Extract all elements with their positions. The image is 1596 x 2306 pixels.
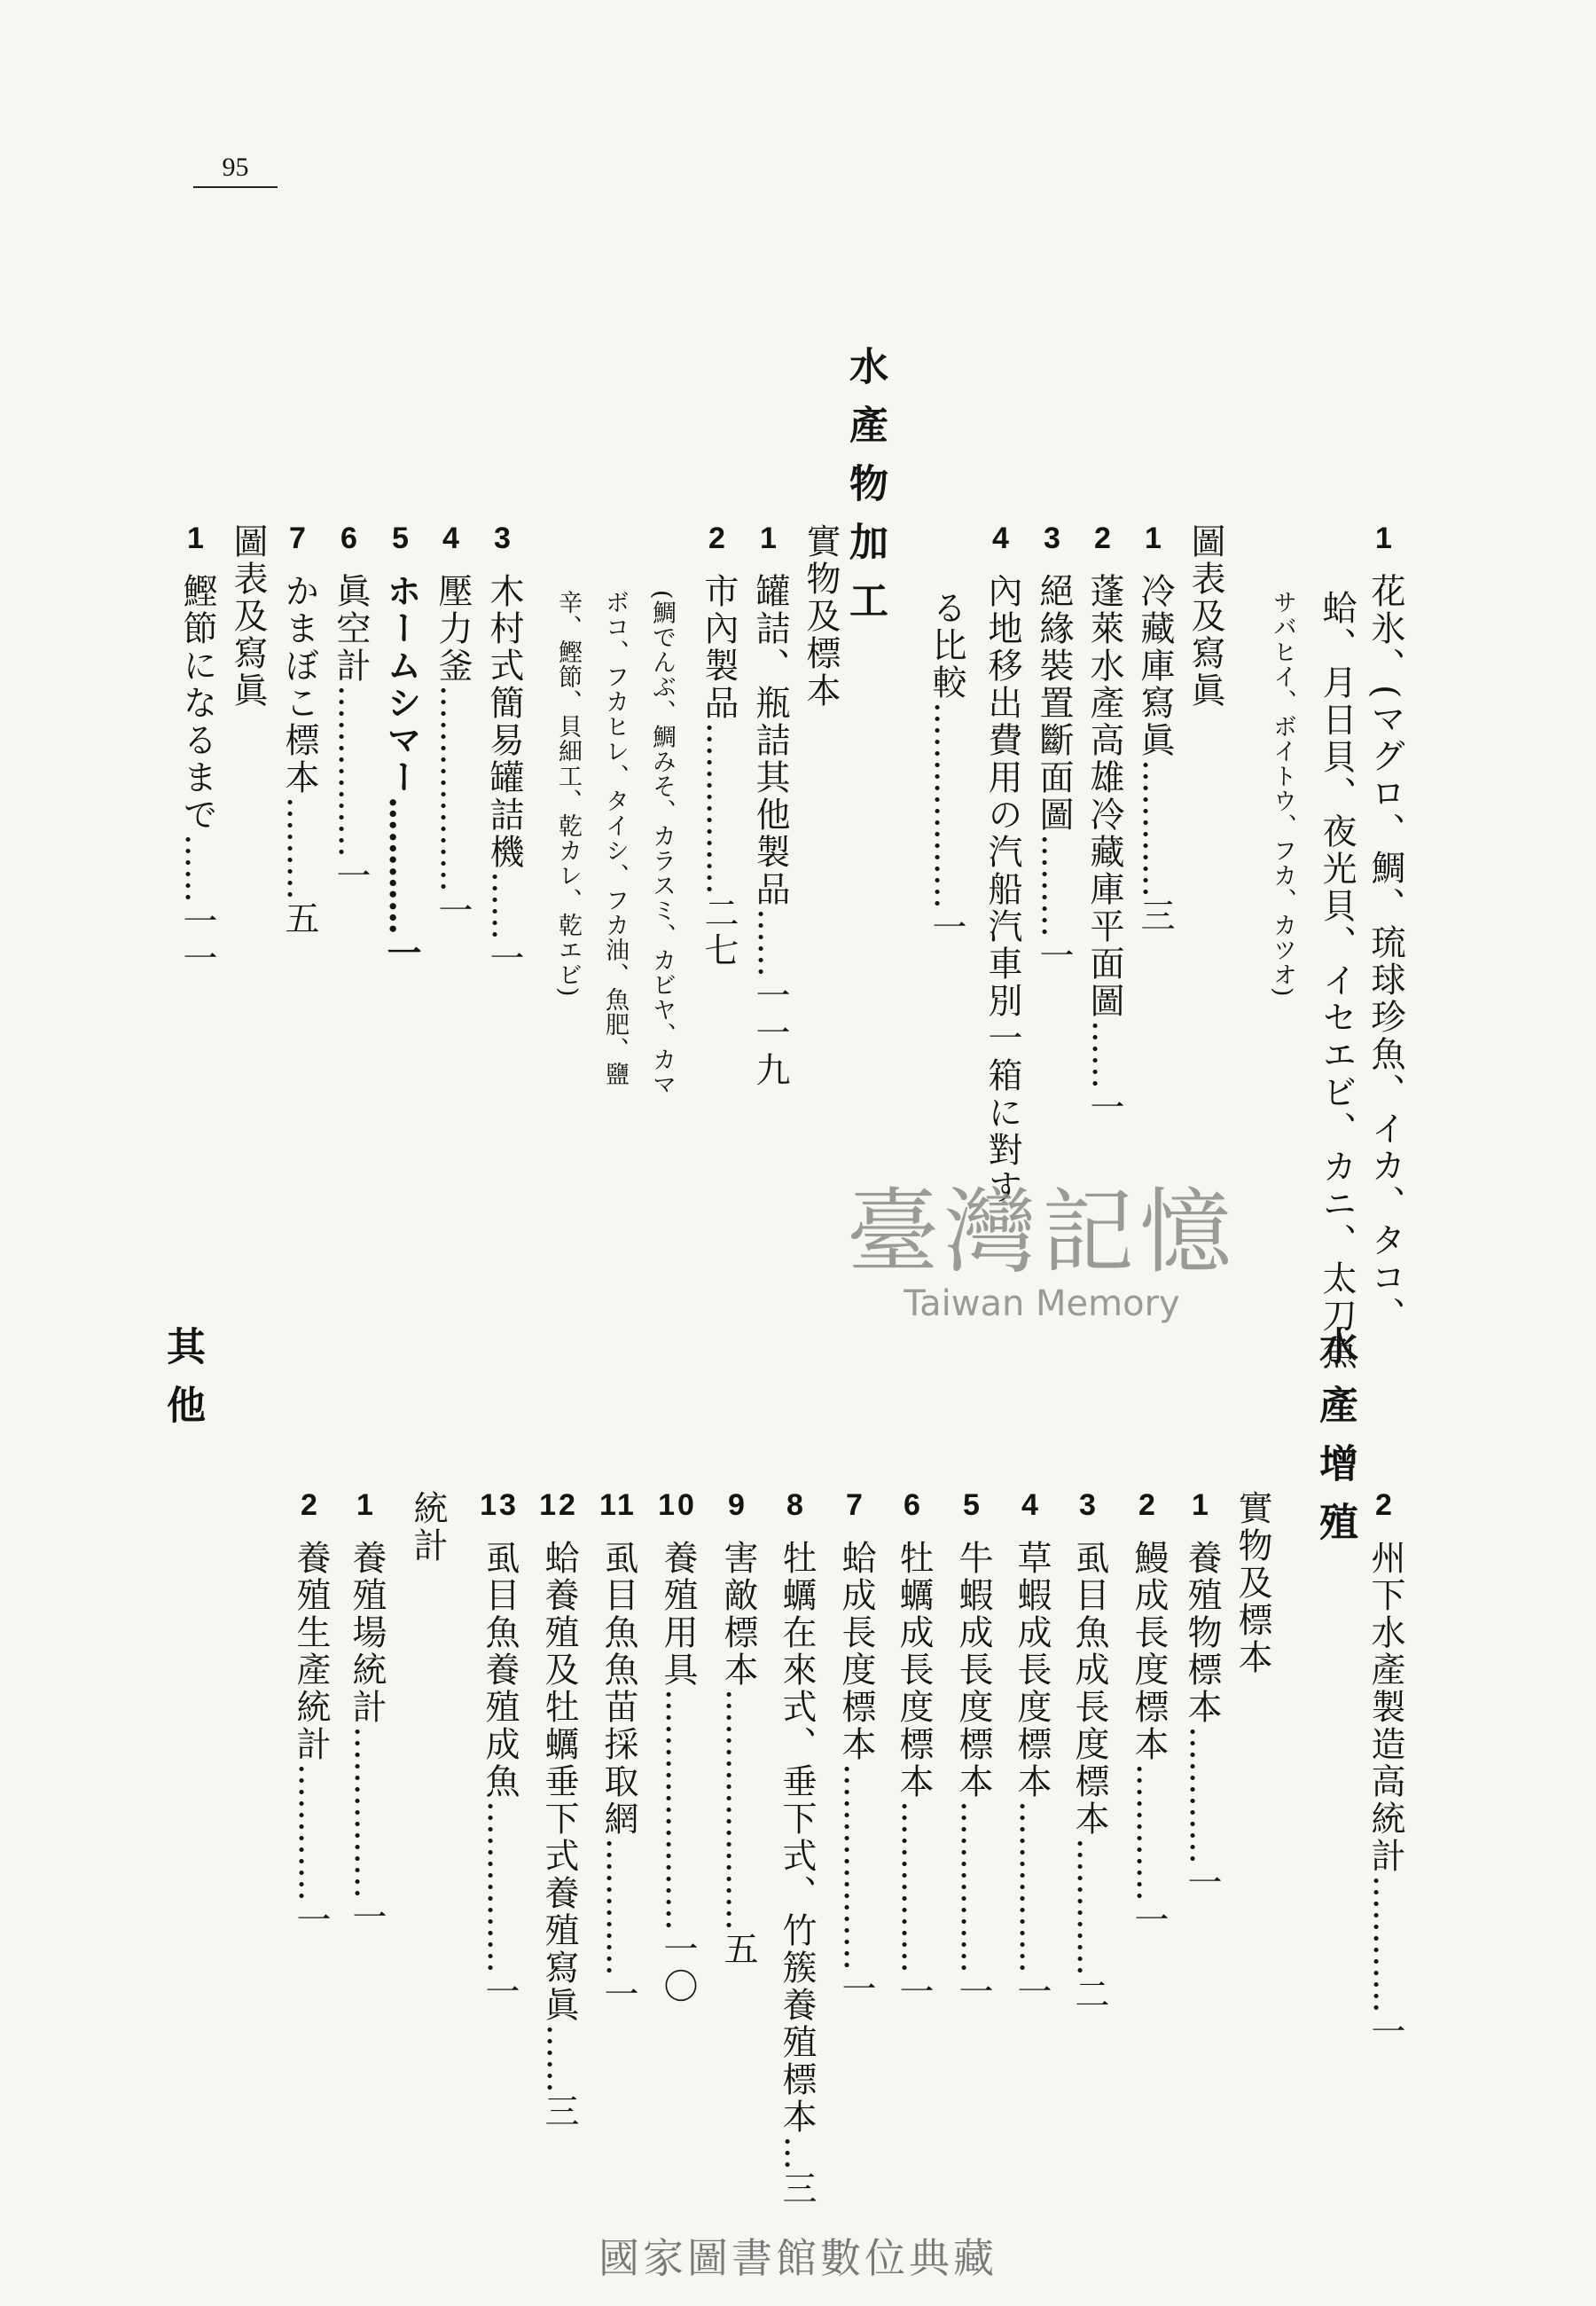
toc-entry-title: 其他 [160,1326,205,1443]
toc-entry [279,523,318,937]
toc-entry-title: 養殖物標本 [1182,1540,1222,1726]
toc-entry [836,1490,875,2008]
toc-entry-page: 一 [836,1971,876,2008]
toc-entry-leader: … [777,2136,817,2170]
toc-entry [1129,1490,1168,1939]
toc-entry-page: 三 [1135,898,1175,935]
toc-entry-title: 蛤養殖及牡蠣垂下式養殖寫眞 [539,1540,579,2024]
toc-entry [160,1326,205,1443]
toc-entry [1312,1326,1357,1560]
watermark [802,1157,1281,1324]
toc-entry-number: 11 [599,1488,637,1522]
toc-entry-title: 虱目魚魚苗採取網 [598,1540,638,1838]
toc-entry [929,590,964,946]
toc-entry [177,523,216,977]
toc-entry-page: 一 [598,1976,638,2013]
toc-entry [894,1490,933,2011]
toc-entry-title: 實物及標本 [801,523,841,710]
toc-entry-title: 蛤成長度標本 [836,1540,876,1763]
toc-entry-number: 2 [1138,1488,1158,1522]
toc-entry-number: 9 [728,1488,747,1522]
toc-entry-leader: ……… [1034,834,1074,937]
toc-entry-title: 牛蝦成長度標本 [953,1540,993,1800]
toc-entry-title: 養殖生產統計 [291,1540,331,1763]
toc-entry-title: 蛤、月日貝、夜光貝、イセエビ、カニ、太刀魚 [1317,590,1357,1372]
toc-entry-page: 一 [1084,1089,1124,1126]
toc-entry [982,523,1021,1206]
toc-entry-number: 2 [301,1488,320,1522]
toc-entry-title: 蓬萊水產高雄冷藏庫平面圖 [1084,573,1124,1020]
toc-entry-leader: ………………… [658,1689,698,1931]
toc-entry-number: 13 [480,1488,519,1522]
toc-entry-number: 2 [1094,522,1114,555]
toc-entry-number: 1 [1375,522,1395,555]
toc-entry [433,523,472,929]
toc-entry [1365,523,1404,1334]
toc-entry [1034,523,1073,975]
toc-entry-title: 鰹節になるまで [177,573,217,834]
toc-entry-leader: …… [177,834,217,903]
toc-entry [291,1490,330,1939]
toc-entry [331,523,370,895]
toc-entry-leader: ……… [279,796,319,900]
toc-entry-title: 市內製品 [699,573,739,722]
toc-entry-page: 一 [927,909,966,946]
toc-entry-leader: …… [539,2024,579,2093]
toc-entry-number: 2 [1375,1488,1395,1522]
toc-entry-leader: ………… [1129,1763,1169,1902]
toc-entry-page: 一一 [177,903,217,977]
toc-entry [750,523,789,1089]
toc-entry-title: かまぼこ標本 [279,573,319,796]
watermark-chinese: 臺灣記憶 [846,1178,1237,1286]
page-number: 95 [193,153,278,188]
toc-entry-page: 一 [291,1902,331,1939]
toc-entry-number: 4 [992,522,1012,555]
toc-entry-leader: …… [750,908,790,977]
toc-entry-number: 5 [392,522,411,555]
toc-entry-leader: …………… [953,1800,993,1973]
toc-entry-title: 統計 [408,1490,448,1565]
toc-entry-leader: ………… [1069,1838,1109,1976]
toc-entry-title: 草蝦成長度標本 [1012,1540,1052,1800]
toc-entry-page: 一 [381,935,422,972]
toc-entry-page: 一 [1182,1864,1222,1902]
toc-entry-leader: ……………… [927,702,966,909]
toc-entry-page: 一 [433,892,473,929]
toc-entry-number: 6 [904,1488,923,1522]
toc-entry-title: 虱目魚成長度標本 [1069,1540,1109,1838]
toc-entry-page: 一 [484,940,524,977]
toc-entry-page: 一 [480,1973,520,2011]
toc-entry-page: 一 [1012,1973,1052,2011]
toc-entry-title: (鯛でんぶ、鯛みそ、カラスミ、カビヤ、カマ [648,590,676,1097]
toc-entry-title: 眞空計 [331,573,371,685]
toc-entry-page: 一 [331,858,371,895]
toc-entry-leader: …………… [1012,1800,1052,1973]
toc-entry [598,1490,638,2013]
toc-entry-title: 養殖用具 [658,1540,698,1689]
toc-entry-number: 1 [1145,522,1164,555]
toc-entry-title: 花氷、(マグロ、鯛、琉球珍魚、イカ、タコ、 [1365,573,1405,1335]
toc-entry-title: ボコ、フカヒレ、タイシ、フカ油、魚肥、鹽 [601,590,629,1086]
toc-entry-title: 州下水產製造高統計 [1365,1540,1405,1875]
toc-entry-title: 壓力釜 [433,573,473,685]
toc-entry-page: 一〇 [658,1931,698,2005]
toc-entry [347,1490,386,1936]
toc-entry-leader: ………… [1135,759,1175,898]
toc-entry-leader: ……………… [433,685,473,892]
toc-entry-leader: ………… [1182,1726,1222,1864]
toc-entry-leader: …………… [331,685,371,858]
toc-entry-title: 內地移出費用の汽船汽車別一箱に對す [982,573,1022,1206]
toc-entry [718,1490,757,1968]
toc-entry [539,1490,578,2130]
toc-entry-page: 一 [1034,937,1074,975]
toc-entry [484,523,523,977]
toc-entry-number: 2 [708,522,728,555]
toc-entry-page: 三 [539,2093,579,2130]
toc-entry-number: 1 [760,522,779,555]
toc-entry [1271,590,1295,998]
toc-entry-number: 4 [1021,1488,1041,1522]
toc-entry [603,590,627,1086]
toc-entry-number: 1 [1192,1488,1211,1522]
toc-entry [1365,1490,1404,2051]
toc-entry-number: 5 [963,1488,982,1522]
toc-entry [1012,1490,1051,2011]
toc-entry-leader: …… [1084,1020,1124,1089]
toc-entry [801,523,841,710]
footer-archive-label: 國家圖書館數位典藏 [598,2234,998,2282]
toc-entry-leader: ………… [291,1763,331,1902]
toc-entry-page: 二七 [699,895,739,969]
toc-entry [228,523,268,710]
toc-entry [658,1490,697,2005]
toc-entry-title: 鰻成長度標本 [1129,1540,1169,1763]
toc-entry-leader: ………………… [718,1689,758,1931]
toc-entry [1084,523,1123,1126]
toc-entry-title: 害敵標本 [718,1540,758,1689]
toc-entry-page: 五 [718,1931,758,1968]
toc-entry-number: 8 [786,1488,806,1522]
toc-entry-title: 罐詰、瓶詰其他製品 [750,573,790,908]
toc-entry-leader: …… [484,871,524,940]
toc-entry [1069,1490,1108,2013]
toc-entry [1232,1490,1272,1676]
toc-entry-number: 12 [539,1488,578,1522]
toc-entry-leader: ………… [381,796,422,935]
toc-entry-page: 三 [777,2170,817,2208]
toc-entry [842,346,888,639]
toc-entry-number: 3 [494,522,513,555]
toc-entry-page: 一一九 [750,977,790,1089]
toc-entry [1182,1490,1221,1902]
toc-entry-title: 冷藏庫寫眞 [1135,573,1175,759]
toc-entry-number: 7 [289,522,309,555]
toc-entry-title: サバヒイ、ボイトウ、フカ、カツオ) [1269,590,1296,998]
toc-entry-page: 一 [894,1973,934,2011]
watermark-english: Taiwan Memory [904,1283,1180,1324]
toc-entry-page: 一 [1365,2013,1405,2051]
toc-entry-page: 二 [1069,1976,1109,2013]
toc-entry-title: 水產物加工 [842,346,888,639]
toc-entry [382,523,421,972]
toc-entry-leader: …………… [480,1800,520,1973]
toc-entry-title: 木村式簡易罐詰機 [484,573,524,871]
toc-entry [953,1490,992,2011]
toc-entry-title: 牡蠣在來式、垂下式、竹簇養殖標本 [777,1540,817,2136]
toc-entry-title: 實物及標本 [1232,1490,1272,1676]
toc-entry-number: 1 [356,1488,376,1522]
toc-entry-page: 一 [1129,1902,1169,1939]
toc-entry-title: 圖表及寫眞 [1185,523,1225,710]
toc-entry [480,1490,519,2011]
toc-entry-title: ホームシマー [381,573,422,796]
toc-entry-page: 一 [953,1973,993,2011]
toc-entry-title: 絕緣裝置斷面圖 [1034,573,1074,834]
toc-entry-number: 1 [187,522,207,555]
toc-entry-number: 4 [442,522,462,555]
toc-entry-page: 一 [347,1899,387,1936]
toc-entry-title: 水產增殖 [1312,1326,1357,1560]
toc-entry-title: 辛、鰹節、貝細工、乾カレ、乾エビ) [554,590,582,998]
toc-entry [699,523,738,969]
toc-entry-leader: …………… [894,1800,934,1973]
toc-entry-title: 養殖場統計 [347,1540,387,1726]
toc-entry-number: 3 [1044,522,1063,555]
toc-entry [556,590,580,998]
toc-entry-number: 3 [1079,1488,1099,1522]
toc-entry-title: 虱目魚養殖成魚 [480,1540,520,1800]
toc-entry-leader: ………… [598,1838,638,1976]
toc-entry [650,590,674,1097]
toc-entry [1135,523,1174,935]
toc-entry-number: 6 [340,522,360,555]
toc-entry-title: 牡蠣成長度標本 [894,1540,934,1800]
toc-entry-leader: …………… [347,1726,387,1899]
toc-entry-title: る比較 [927,590,966,702]
toc-entry-leader: ………… [1365,1875,1405,2013]
toc-entry [777,1490,816,2208]
toc-entry [1317,590,1357,1372]
toc-entry-leader: …………… [699,722,739,895]
toc-entry-page: 五 [279,900,319,937]
toc-entry-number: 7 [846,1488,865,1522]
toc-entry [408,1490,448,1565]
toc-entry [1185,523,1225,710]
toc-entry-leader: ……………… [836,1763,876,1971]
toc-entry-number: 10 [658,1488,697,1522]
toc-entry-title: 圖表及寫眞 [228,523,268,710]
